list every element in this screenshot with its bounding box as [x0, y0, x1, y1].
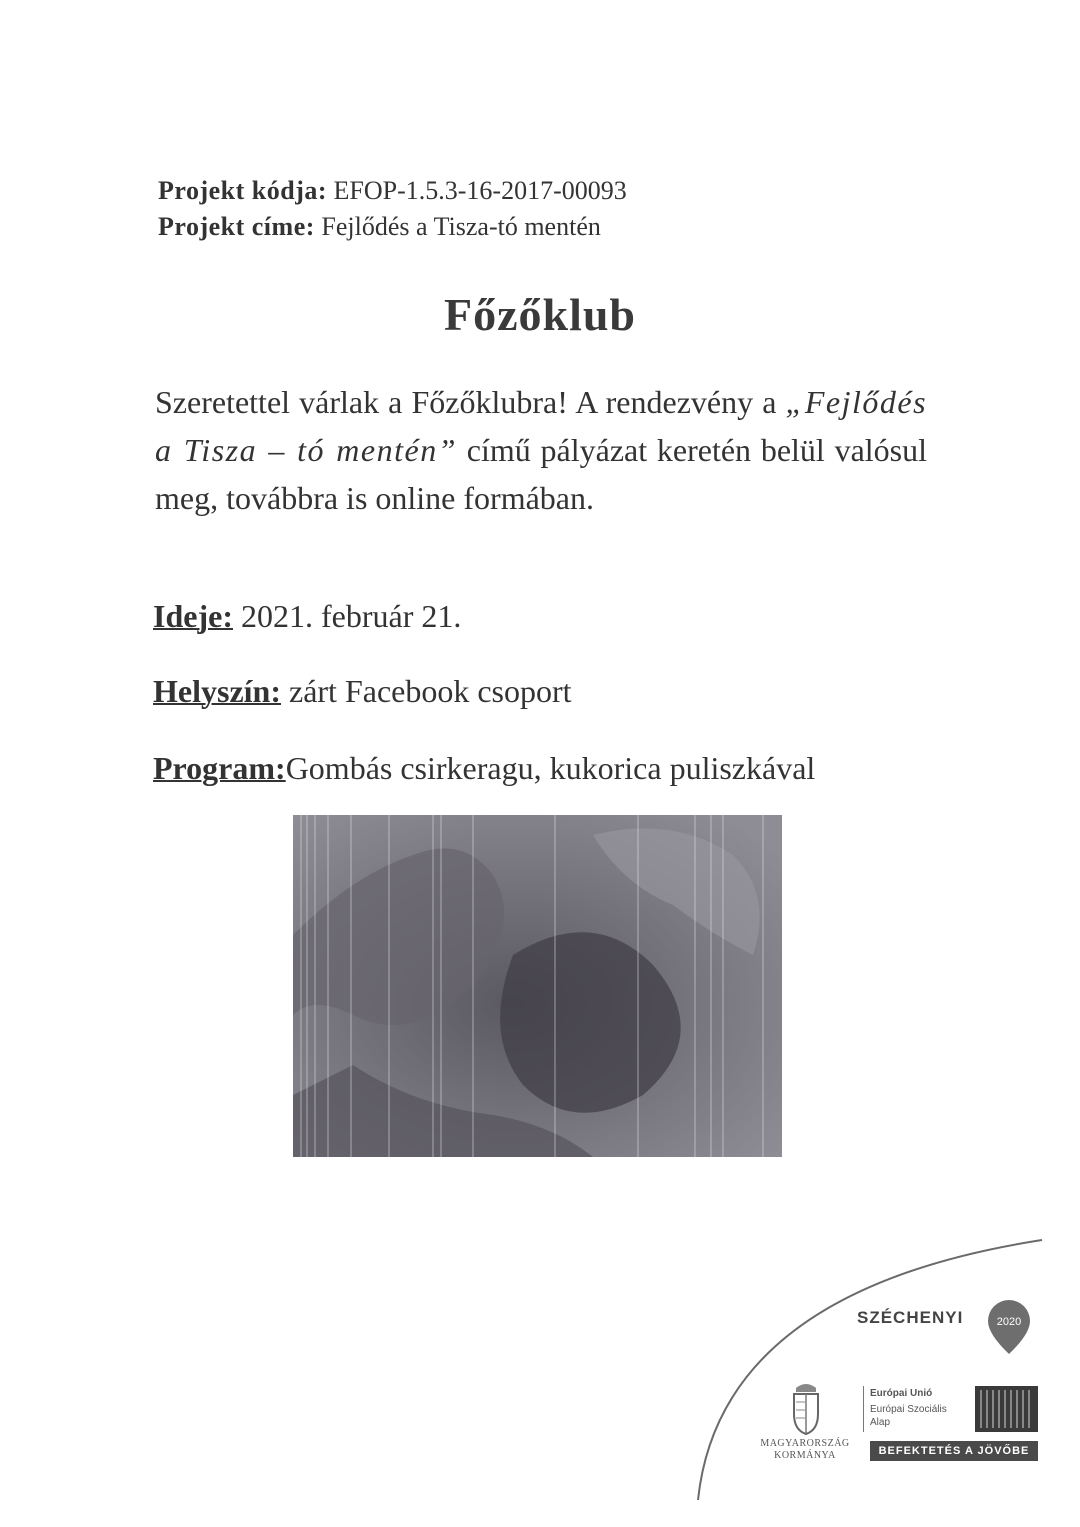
project-title-value: Fejlődés a Tisza-tó mentén	[321, 212, 601, 241]
intro-part1: Szeretettel várlak a Főzőklubra! A rendezvény a	[155, 384, 777, 420]
government-logo-text	[755, 1438, 855, 1462]
gov-line1: MAGYARORSZÁG	[760, 1438, 850, 1449]
project-title-line	[158, 209, 627, 245]
program-value: Gombás csirkeragu, kukorica puliszkával	[285, 750, 816, 786]
intro-part2: című pályázat keretén belül valósul meg, továbbra is online formában.	[155, 432, 928, 516]
place-label: Helyszín:	[153, 673, 281, 709]
food-photo	[293, 815, 782, 1157]
intro-project-name: „Fejlődés a Tisza – tó mentén”	[155, 384, 928, 468]
project-meta	[158, 173, 627, 245]
eu-text	[870, 1403, 947, 1429]
eu-line1: Európai Unió	[870, 1388, 933, 1399]
gov-line2: KORMÁNYA	[774, 1450, 836, 1461]
eu-flag-icon	[975, 1386, 1038, 1432]
eu-line3: Alap	[870, 1417, 891, 1428]
place-line	[153, 673, 572, 710]
eu-line2: Európai Szociális	[870, 1404, 947, 1415]
project-code-value: EFOP-1.5.3-16-2017-00093	[333, 176, 627, 205]
slogan-banner: BEFEKTETÉS A JÖVŐBE	[870, 1441, 1038, 1461]
szechenyi-logo-text: SZÉCHENYI	[857, 1308, 964, 1327]
szechenyi-year: 2020	[996, 1316, 1022, 1328]
program-line	[153, 750, 815, 787]
date-label: Ideje:	[153, 598, 233, 634]
place-value: zárt Facebook csoport	[288, 673, 572, 709]
date-line	[153, 598, 461, 635]
eu-divider	[863, 1386, 864, 1432]
coat-of-arms-icon	[788, 1378, 824, 1436]
project-title-label: Projekt címe:	[158, 212, 315, 241]
project-code-label: Projekt kódja:	[158, 176, 328, 205]
project-code-line	[158, 173, 627, 209]
szechenyi-2020-icon	[986, 1298, 1032, 1356]
date-value: 2021. február 21.	[240, 598, 462, 634]
intro-paragraph	[155, 378, 927, 522]
program-label: Program:	[153, 750, 286, 786]
page-title: Főzőklub	[443, 289, 637, 340]
